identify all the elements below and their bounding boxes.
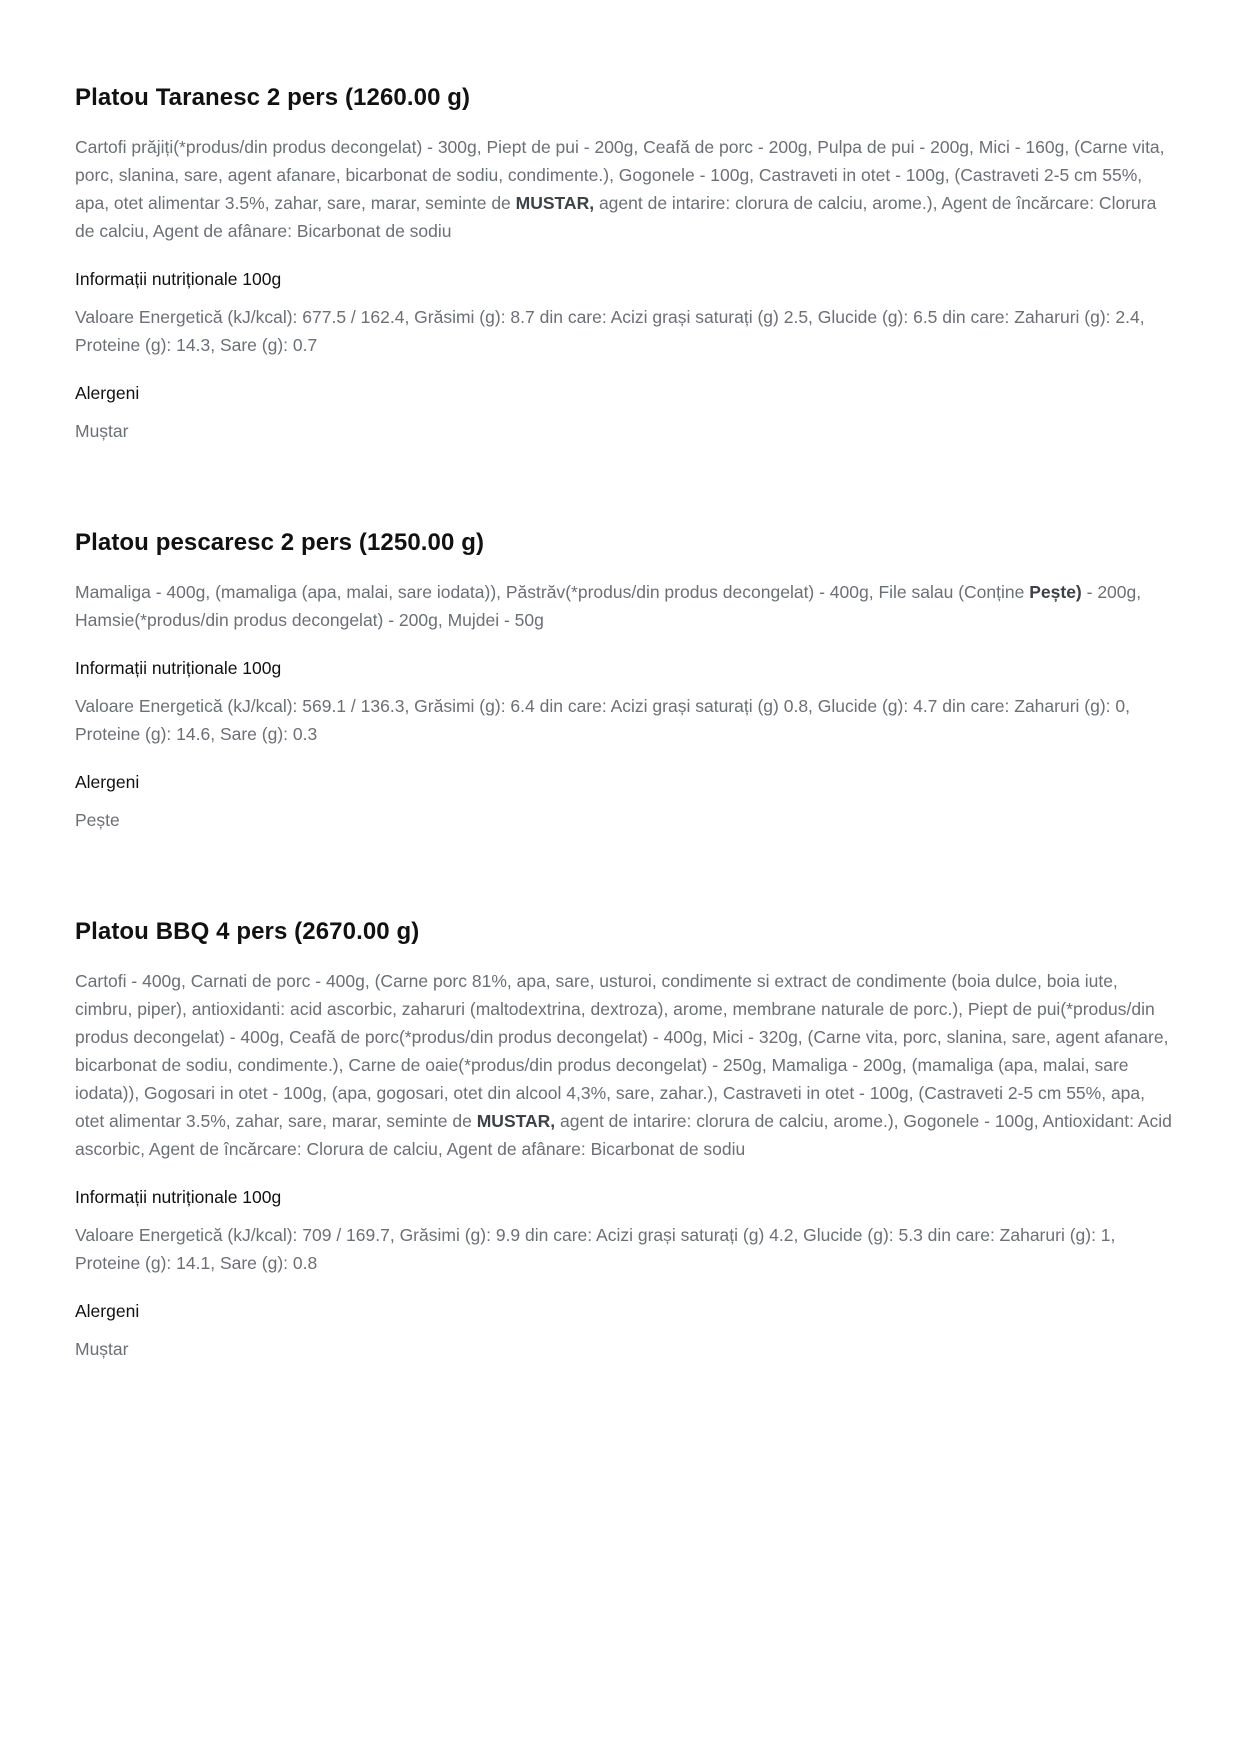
product-ingredients [75,967,1175,1163]
product-ingredients [75,133,1175,245]
nutrition-values: Valoare Energetică (kJ/kcal): 709 / 169.7, Grăsimi (g): 9.9 din care: Acizi grași saturați (g) 4.2, Glucide (g): 5.3 din care: Zaharuri (g): 1, Proteine (g): 14.1, Sare (g): 0.8 [75,1225,1116,1273]
allergens-label: Alergeni [75,1301,140,1321]
ingredients-text: agent de intarire: clorura de calciu, arome.), Gogonele - 100g, Antioxidant: Acid ascorbic, Agent de încărcare: Clorura de calciu, Agent de afânare: Bicarbonat de sodiu [75,1111,1172,1159]
product-ingredients [75,578,1175,634]
allergens-label: Alergeni [75,383,140,403]
product-card [75,83,1175,445]
ingredients-text: Cartofi - 400g, Carnati de porc - 400g, (Carne porc 81%, apa, sare, usturoi, condimente si extract de condimente (boia dulce, boia iute, cimbru, piper), antioxidanti: acid ascorbic, zaharuri (maltodextrina, dextroza), arome, membrane naturale de porc.), Piept de pui(*produs/din produs decongelat) - 400g, Ceafă de porc(*produs/din produs decongelat) - 400g, Mici - 320g, (Carne vita, porc, slanina, sare, agent afanare, bicarbonat de sodiu, condimente.), Carne de oaie(*produs/din produs decongelat) - 250g, Mamaliga - 200g, (mamaliga (apa, malai, sare iodata)), Gogosari in otet - 100g, (apa, gogosari, otet din alcool 4,3%, sare, zahar.), Castraveti in otet - 100g, (Castraveti 2-5 cm 55%, apa, otet alimentar 3.5%, zahar, sare, marar, seminte de [75,971,1169,1131]
allergens-value: Muștar [75,421,129,441]
ingredients-text: Cartofi prăjiți(*produs/din produs decongelat) - 300g, Piept de pui - 200g, Ceafă de porc - 200g, Pulpa de pui - 200g, Mici - 160g, (Carne vita, porc, slanina, sare, agent afanare, bicarbonat de sodiu, condimente.), Gogonele - 100g, Castraveti in otet - 100g, (Castraveti 2-5 cm 55%, apa, otet alimentar 3.5%, zahar, sare, marar, seminte de [75,137,1165,213]
allergens-value: Muștar [75,1339,129,1359]
nutrition-label: Informații nutriționale 100g [75,269,282,289]
nutrition-label: Informații nutriționale 100g [75,658,282,678]
product-title: Platou Taranesc 2 pers (1260.00 g) [75,84,471,111]
product-card [75,917,1175,1363]
product-card [75,528,1175,834]
nutrition-label: Informații nutriționale 100g [75,1187,282,1207]
ingredients-text: agent de intarire: clorura de calciu, arome.), Agent de încărcare: Clorura de calciu, Agent de afânare: Bicarbonat de sodiu [75,193,1157,241]
allergens-label: Alergeni [75,772,140,792]
ingredients-allergen-highlight: MUSTAR, [476,1111,556,1131]
allergens-value: Pește [75,810,120,830]
product-title: Platou BBQ 4 pers (2670.00 g) [75,918,420,945]
product-title: Platou pescaresc 2 pers (1250.00 g) [75,529,485,556]
ingredients-allergen-highlight: Pește) [1029,582,1082,602]
ingredients-text: Mamaliga - 400g, (mamaliga (apa, malai, sare iodata)), Păstrăv(*produs/din produs decongelat) - 400g, File salau (Conține [75,582,1030,602]
nutrition-values: Valoare Energetică (kJ/kcal): 569.1 / 136.3, Grăsimi (g): 6.4 din care: Acizi grași saturați (g) 0.8, Glucide (g): 4.7 din care: Zaharuri (g): 0, Proteine (g): 14.6, Sare (g): 0.3 [75,696,1130,744]
ingredients-allergen-highlight: MUSTAR, [515,193,595,213]
ingredients-text: - 200g, Hamsie(*produs/din produs decongelat) - 200g, Mujdei - 50g [75,582,1142,630]
nutrition-values: Valoare Energetică (kJ/kcal): 677.5 / 162.4, Grăsimi (g): 8.7 din care: Acizi grași saturați (g) 2.5, Glucide (g): 6.5 din care: Zaharuri (g): 2.4, Proteine (g): 14.3, Sare (g): 0.7 [75,307,1145,355]
